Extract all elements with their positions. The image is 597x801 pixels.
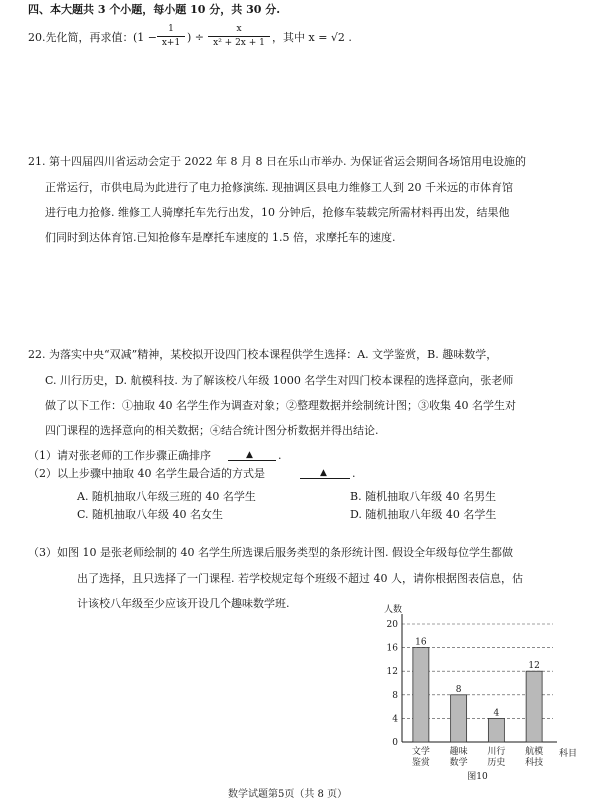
x-category-label: 历史 [487,758,506,768]
x-category-label: 航模 [525,747,544,757]
q22-sub1: （1）请对张老师的工作步骤正确排序 [28,449,211,462]
x-category-label: 科技 [525,758,544,768]
q22-sub1-end: . [278,449,282,462]
q22-sub3-line: 出了选择，且只选择了一门课程. 若学校规定每个班级不超过 40 人，请你根据图表信息，估 [77,572,523,585]
q22-line: 四门课程的选择意向的相关数据；④结合统计图分析数据并得出结论. [45,424,379,437]
q20-fraction1-numerator: 1 [168,24,174,34]
bar [488,718,504,742]
q22-sub2: （2）以上步骤中抽取 40 名学生最合适的方式是 [28,467,265,480]
q21-line: 正常运行，市供电局为此进行了电力抢修演练. 现抽调区县电力维修工人到 20 千米远的市体育馆 [45,181,513,194]
x-category-label: 数学 [449,758,468,768]
q22-sub3-line: 计该校八年级至少应该开设几个趣味数学班. [77,597,290,610]
q20-fraction2-denominator: x² + 2x + 1 [213,38,265,48]
x-category-label: 川行 [487,747,506,757]
x-category-label: 鉴赏 [411,758,430,768]
bar-value-label: 4 [493,708,500,719]
bar [451,695,467,742]
y-tick-label: 0 [392,738,398,748]
q20-divide: ) ÷ [187,31,205,44]
q22-line: 22. 为落实中央“双减”精神，某校拟开设四门校本课程供学生选择：A. 文学鉴赏，B. 趣味数学， [28,348,498,361]
q22-line: 做了以下工作：①抽取 40 名学生作为调查对象；②整理数据并绘制统计图；③收集 40 名学生对 [45,399,516,412]
x-axis-label: 科目 [559,749,578,759]
y-axis-label: 人数 [384,605,403,615]
q20-fraction1-denominator: x+1 [161,38,181,48]
q20-open-paren: (1 − [133,31,158,44]
y-tick-label: 20 [386,620,398,630]
x-category-label: 趣味 [449,747,468,757]
q22-option-d: D. 随机抽取八年级 40 名学生 [350,508,497,521]
y-tick-label: 4 [392,714,398,725]
q22-line: C. 川行历史，D. 航模科技. 为了解该校八年级 1000 名学生对四门校本课程的选择意向，张老师 [45,374,514,387]
y-tick-label: 8 [392,690,398,701]
triangle-icon: ▲ [320,468,327,478]
q22-option-b: B. 随机抽取八年级 40 名男生 [350,490,497,503]
q22-option-c: C. 随机抽取八年级 40 名女生 [77,508,224,521]
y-tick-label: 16 [386,643,398,654]
y-tick-label: 12 [386,667,398,678]
q22-sub3-line: （3）如图 10 是张老师绘制的 40 名学生所选课后服务类型的条形统计图. 假设全年级每位学生都做 [28,546,513,559]
bar-value-label: 16 [415,637,427,648]
bar [526,671,542,742]
q21-line: 进行电力抢修. 维修工人骑摩托车先行出发，10 分钟后，抢修车装载完所需材料再出发，结果他 [45,206,510,219]
triangle-icon: ▲ [246,450,253,460]
q20-tail: ，其中 x = √2 . [272,31,352,44]
chart-caption: 图10 [467,772,488,782]
q20-fraction2-numerator: x [236,24,242,34]
bar-value-label: 8 [455,684,462,695]
q21-line: 21. 第十四届四川省运动会定于 2022 年 8 月 8 日在乐山市举办. 为保证省运会期间各场馆用电设施的 [28,155,526,168]
page-footer: 数学试题第5页（共 8 页） [228,789,348,800]
bar [413,648,429,742]
x-category-label: 文学 [411,747,430,757]
q21-line: 们同时到达体育馆.已知抢修车是摩托车速度的 1.5 倍，求摩托车的速度. [45,231,396,244]
q22-option-a: A. 随机抽取八年级三班的 40 名学生 [77,490,256,503]
q20-lead: 20.先化简，再求值： [28,31,134,44]
bar-value-label: 12 [528,661,540,672]
section-heading: 四、本大题共 3 个小题，每小题 10 分，共 30 分. [28,3,281,16]
q22-sub2-end: . [352,467,356,480]
